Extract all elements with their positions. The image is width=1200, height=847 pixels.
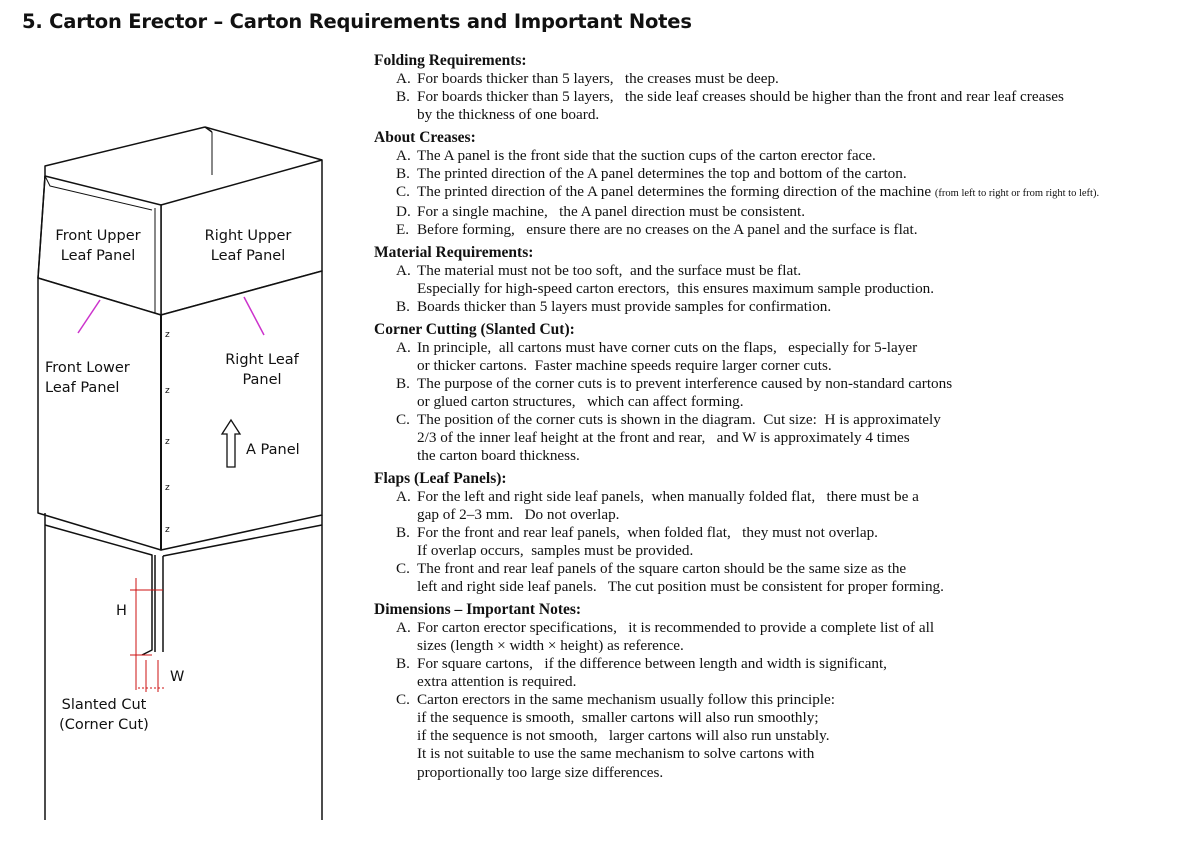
item-text: In principle, all cartons must have corner cuts on the flaps, especially for 5-layer [417, 338, 918, 356]
item-text: For carton erector specifications, it is recommended to provide a complete list of all [417, 618, 935, 636]
list-item [374, 165, 1194, 183]
item-letter: B. [396, 297, 410, 315]
section-heading: About Creases: [374, 128, 476, 146]
list-item [374, 691, 1194, 781]
section-heading: Corner Cutting (Slanted Cut): [374, 320, 575, 338]
list-item [374, 524, 1194, 560]
label-front-lower-leaf-panel: Front Lower Leaf Panel [45, 360, 130, 396]
back-flap-left-edge [45, 127, 205, 180]
list-item [374, 411, 1194, 465]
item-text: If overlap occurs, samples must be provided. [417, 541, 694, 559]
item-letter: A. [396, 338, 411, 356]
item-letter: C. [396, 691, 410, 709]
item-text: if the sequence is smooth, smaller cartons will also run smoothly; [417, 709, 819, 727]
list-item [374, 619, 1194, 655]
item-text: The printed direction of the A panel determines the top and bottom of the carton. [417, 164, 907, 182]
list-item [374, 203, 1194, 221]
item-small-note: (from left to right or from right to left). [934, 187, 1100, 199]
item-text: For the front and rear leaf panels, when folded flat, they must not overlap. [417, 523, 878, 541]
item-text: For square cartons, if the difference between length and width is significant, [417, 654, 887, 672]
item-text: For boards thicker than 5 layers, the creases must be deep. [417, 70, 779, 87]
list-item [374, 88, 1194, 124]
label-front-upper-leaf-panel: Front Upper Leaf Panel [55, 228, 141, 264]
item-text: Boards thicker than 5 layers must provide samples for confirmation. [417, 297, 832, 315]
label-slanted-cut: Slanted Cut (Corner Cut) [59, 697, 149, 733]
item-text: gap of 2–3 mm. Do not overlap. [417, 505, 620, 523]
svg-text:z: z [165, 330, 170, 340]
label-right-leaf-panel: Right Leaf Panel [225, 352, 299, 388]
item-letter: A. [396, 261, 411, 279]
item-text: The front and rear leaf panels of the square carton should be the same size as the [417, 560, 907, 578]
front-lower-leaf-panel [38, 278, 161, 550]
section-heading: Material Requirements: [374, 243, 534, 261]
list-item [374, 221, 1194, 239]
notes-column [374, 52, 1194, 782]
svg-text:z: z [165, 483, 170, 493]
svg-text:z: z [165, 525, 170, 535]
item-letter: B. [396, 88, 410, 106]
item-text: if the sequence is not smooth, larger cartons will also run unstably. [417, 727, 830, 745]
page-title: 5. Carton Erector – Carton Requirements and Important Notes [22, 10, 692, 33]
item-text: The A panel is the front side that the suction cups of the carton erector face. [417, 146, 876, 164]
list-item [374, 70, 1194, 88]
item-text: Especially for high-speed carton erectors, this ensures maximum sample production. [417, 279, 935, 297]
section-heading: Folding Requirements: [374, 52, 527, 69]
item-text: proportionally too large size differences. [417, 763, 664, 781]
item-text: The printed direction of the A panel determines the forming direction of the machine [417, 182, 935, 200]
item-letter: C. [396, 182, 410, 200]
item-letter: C. [396, 560, 410, 578]
item-letter: D. [396, 203, 411, 221]
label-right-upper-leaf-panel: Right Upper Leaf Panel [204, 228, 292, 264]
label-h: H [116, 603, 127, 619]
item-letter: A. [396, 146, 411, 164]
list-item [374, 147, 1194, 165]
item-text: For boards thicker than 5 layers, the side leaf creases should be higher than the front and rear leaf creases [417, 88, 1064, 106]
list-item [374, 488, 1194, 524]
item-text: the carton board thickness. [417, 447, 580, 465]
list-item [374, 262, 1194, 298]
item-text: sizes (length × width × height) as reference. [417, 636, 684, 654]
svg-text:z: z [165, 437, 170, 447]
item-text: extra attention is required. [417, 673, 577, 691]
section-heading: Dimensions – Important Notes: [374, 600, 582, 618]
item-letter: A. [396, 618, 411, 636]
right-leaf-panel [161, 271, 322, 550]
carton-diagram [0, 0, 372, 847]
item-letter: B. [396, 374, 410, 392]
svg-text:z: z [165, 386, 170, 396]
back-flap-right-edge [205, 127, 322, 160]
list-item [374, 183, 1194, 203]
item-text: Carton erectors in the same mechanism usually follow this principle: [417, 691, 835, 709]
item-text: left and right side leaf panels. The cut position must be consistent for proper forming. [417, 578, 944, 596]
list-item [374, 655, 1194, 691]
label-w: W [170, 669, 185, 685]
list-item [374, 339, 1194, 375]
item-letter: C. [396, 410, 410, 428]
list-item [374, 560, 1194, 596]
item-text: It is not suitable to use the same mechanism to solve cartons with [417, 745, 815, 763]
list-item [374, 298, 1194, 316]
item-letter: A. [396, 487, 411, 505]
item-letter: E. [396, 221, 410, 239]
item-text: or glued carton structures, which can affect forming. [417, 392, 744, 410]
item-text: The material must not be too soft, and the surface must be flat. [417, 261, 802, 279]
item-text: or thicker cartons. Faster machine speeds require larger corner cuts. [417, 356, 832, 374]
item-letter: B. [396, 654, 410, 672]
item-letter: A. [396, 70, 411, 87]
item-text: The purpose of the corner cuts is to prevent interference caused by non-standard cartons [417, 374, 953, 392]
item-text: The position of the corner cuts is shown in the diagram. Cut size: H is approximately [417, 410, 941, 428]
item-text: For the left and right side leaf panels, when manually folded flat, there must be a [417, 487, 919, 505]
section-heading: Flaps (Leaf Panels): [374, 469, 507, 487]
item-letter: B. [396, 523, 410, 541]
label-a-panel: A Panel [246, 442, 300, 458]
item-text: Before forming, ensure there are no creases on the A panel and the surface is flat. [417, 221, 918, 239]
item-text: For a single machine, the A panel direction must be consistent. [417, 203, 806, 221]
list-item [374, 375, 1194, 411]
item-letter: B. [396, 164, 410, 182]
item-text: 2/3 of the inner leaf height at the front and rear, and W is approximately 4 times [417, 429, 910, 446]
item-text: by the thickness of one board. [417, 106, 600, 124]
